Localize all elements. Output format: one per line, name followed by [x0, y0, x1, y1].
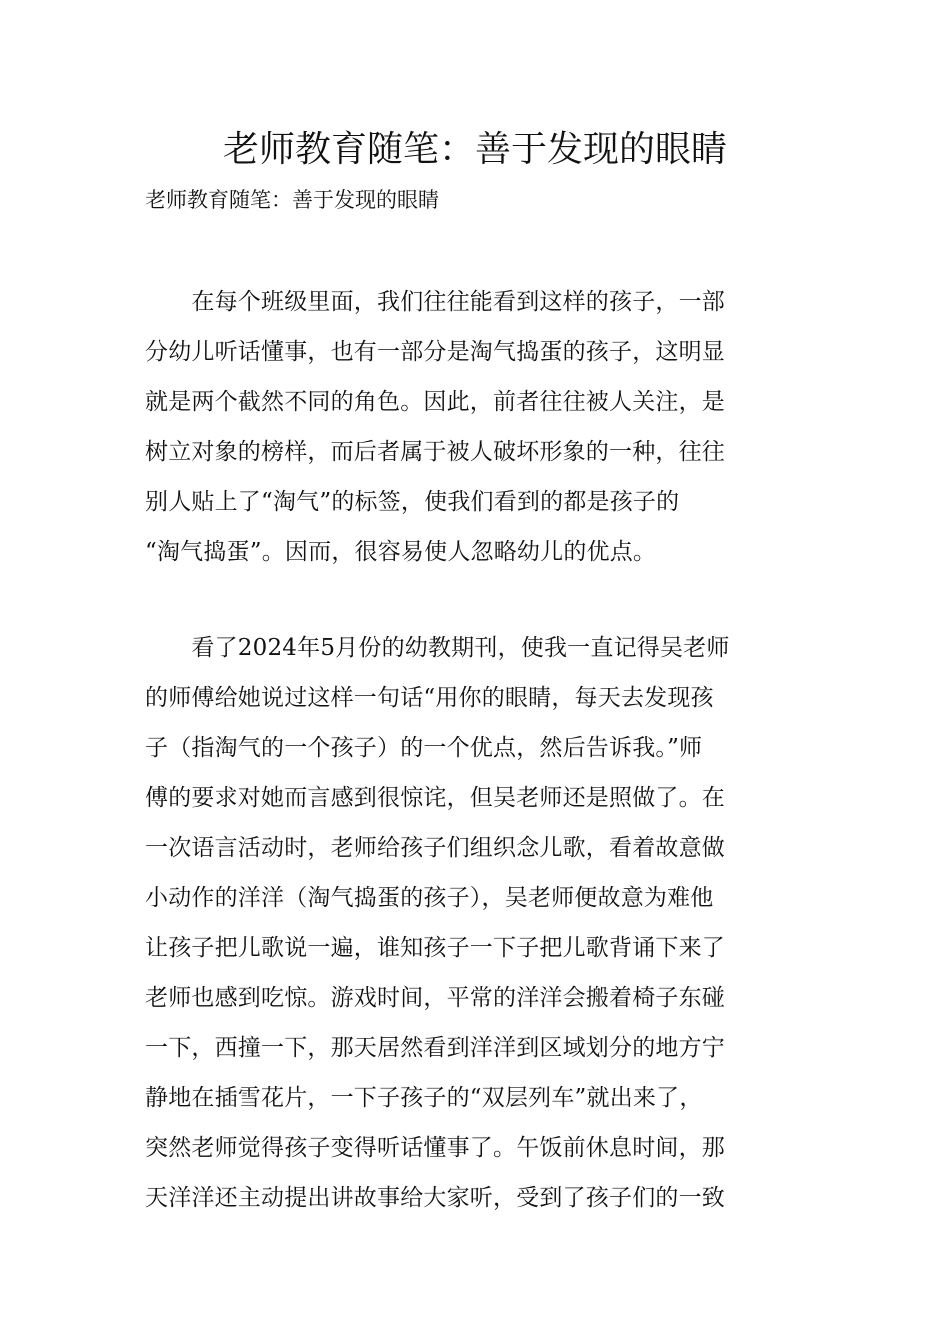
- text-line: 傅的要求对她而言感到很惊诧，但吴老师还是照做了。在: [145, 785, 725, 811]
- text-line: 就是两个截然不同的角色。因此，前者往往被人关注，是: [145, 389, 725, 415]
- text-line: 子（指淘气的一个孩子）的一个优点，然后告诉我。”师: [145, 735, 703, 761]
- text-line: 让孩子把儿歌说一遍，谁知孩子一下子把儿歌背诵下来了: [145, 935, 725, 961]
- text-line: 在每个班级里面，我们往往能看到这样的孩子，一部: [145, 289, 725, 315]
- text-line: “淘气捣蛋”。因而，很容易使人忽略幼儿的优点。: [145, 539, 657, 565]
- text-line: 一次语言活动时，老师给孩子们组织念儿歌，看着故意做: [145, 835, 725, 861]
- paragraph-1: [145, 277, 805, 577]
- text-line: 老师也感到吃惊。游戏时间，平常的洋洋会搬着椅子东碰: [145, 985, 725, 1011]
- text-line: 看了2024年5月份的幼教期刊，使我一直记得吴老师: [145, 635, 730, 661]
- text-line: 分幼儿听话懂事，也有一部分是淘气捣蛋的孩子，这明显: [145, 339, 725, 365]
- document-title: 老师教育随笔：善于发现的眼睛: [222, 129, 727, 170]
- paragraph-2: [145, 623, 805, 1223]
- text-line: 突然老师觉得孩子变得听话懂事了。午饭前休息时间，那: [145, 1135, 725, 1161]
- text-line: 树立对象的榜样，而后者属于被人破坏形象的一种，往往: [145, 439, 725, 465]
- text-line: 别人贴上了“淘气”的标签，使我们看到的都是孩子的: [145, 489, 680, 515]
- text-line: 的师傅给她说过这样一句话“用你的眼睛，每天去发现孩: [145, 685, 714, 711]
- document-subtitle: 老师教育随笔：善于发现的眼睛: [145, 188, 439, 212]
- text-line: 小动作的洋洋（淘气捣蛋的孩子），吴老师便故意为难他: [145, 885, 714, 911]
- text-line: 一下，西撞一下，那天居然看到洋洋到区域划分的地方宁: [145, 1035, 725, 1061]
- text-line: 天洋洋还主动提出讲故事给大家听，受到了孩子们的一致: [145, 1185, 725, 1211]
- text-line: 静地在插雪花片，一下子孩子的“双层列车”就出来了，: [145, 1085, 703, 1111]
